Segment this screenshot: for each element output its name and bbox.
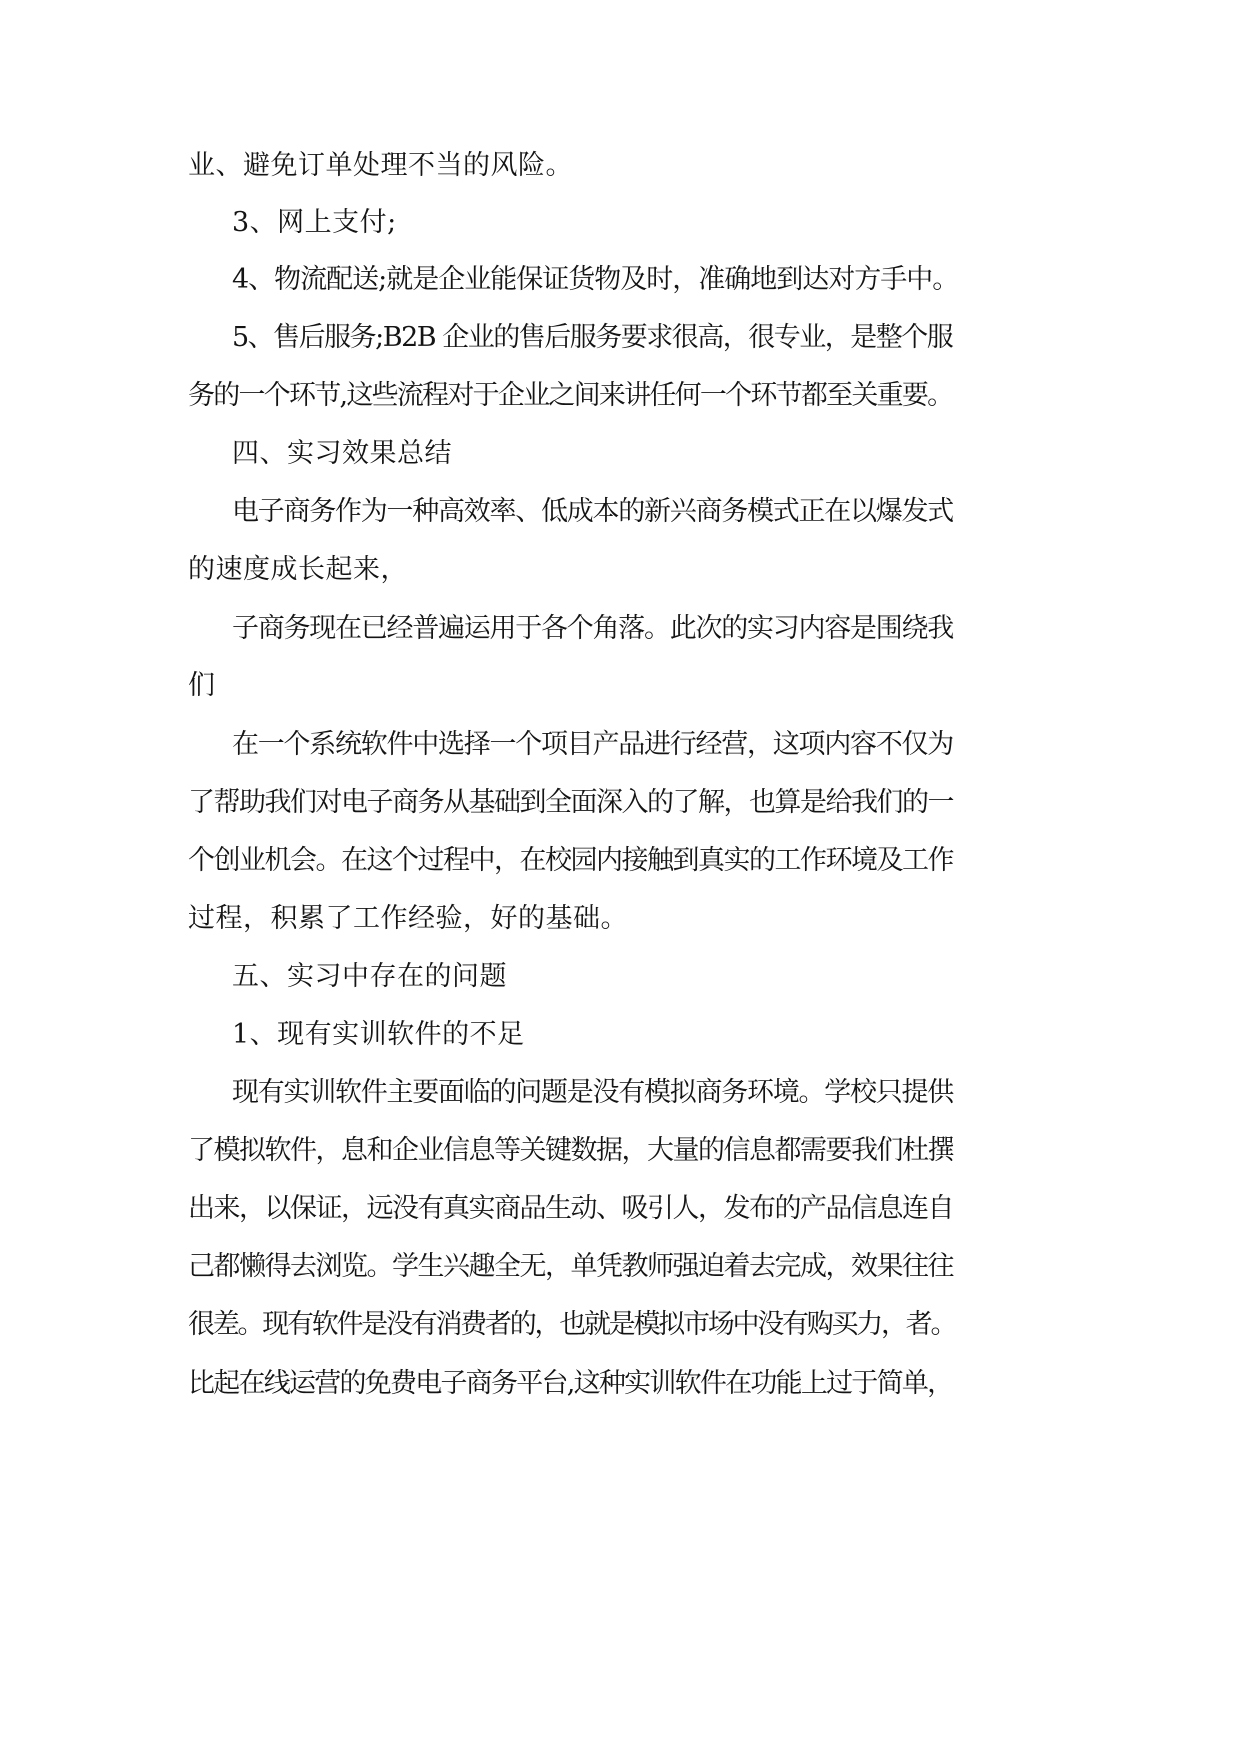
text-line: 己都懒得去浏览。学生兴趣全无，单凭教师强迫着去完成，效果往往	[188, 1251, 953, 1282]
text-line: 个创业机会。在这个过程中，在校园内接触到真实的工作环境及工作	[188, 845, 953, 876]
text-line: 4、物流配送;就是企业能保证货物及时，准确地到达对方手中。	[232, 264, 959, 295]
text-line: 了帮助我们对电子商务从基础到全面深入的了解，也算是给我们的一	[188, 787, 953, 818]
text-line: 们	[188, 670, 216, 701]
text-line: 务的一个环节,这些流程对于企业之间来讲任何一个环节都至关重要。	[188, 380, 953, 411]
subsection-heading: 1、现有实训软件的不足	[232, 1019, 525, 1050]
text-line: 很差。现有软件是没有消费者的，也就是模拟市场中没有购买力，者。	[188, 1309, 956, 1340]
text-line: 出来，以保证，远没有真实商品生动、吸引人，发布的产品信息连自	[188, 1193, 953, 1224]
text-line: 了模拟软件，息和企业信息等关键数据，大量的信息都需要我们杜撰	[188, 1135, 953, 1166]
text-line: 比起在线运营的免费电子商务平台,这种实训软件在功能上过于简单，	[188, 1368, 953, 1399]
section-heading: 五、实习中存在的问题	[232, 961, 507, 992]
section-heading: 四、实习效果总结	[232, 438, 452, 469]
text-line: 过程，积累了工作经验，好的基础。	[188, 903, 628, 934]
text-line: 业、避免订单处理不当的风险。	[188, 150, 573, 181]
text-line: 在一个系统软件中选择一个项目产品进行经营，这项内容不仅为	[232, 729, 953, 760]
text-line: 现有实训软件主要面临的问题是没有模拟商务环境。学校只提供	[232, 1077, 953, 1108]
text-line: 的速度成长起来，	[188, 554, 408, 585]
text-line: 子商务现在已经普遍运用于各个角落。此次的实习内容是围绕我	[232, 613, 953, 644]
text-line: 电子商务作为一种高效率、低成本的新兴商务模式正在以爆发式	[232, 496, 953, 527]
text-line: 3、网上支付;	[232, 207, 397, 238]
text-line: 5、售后服务;B2B 企业的售后服务要求很高，很专业，是整个服	[232, 322, 953, 353]
